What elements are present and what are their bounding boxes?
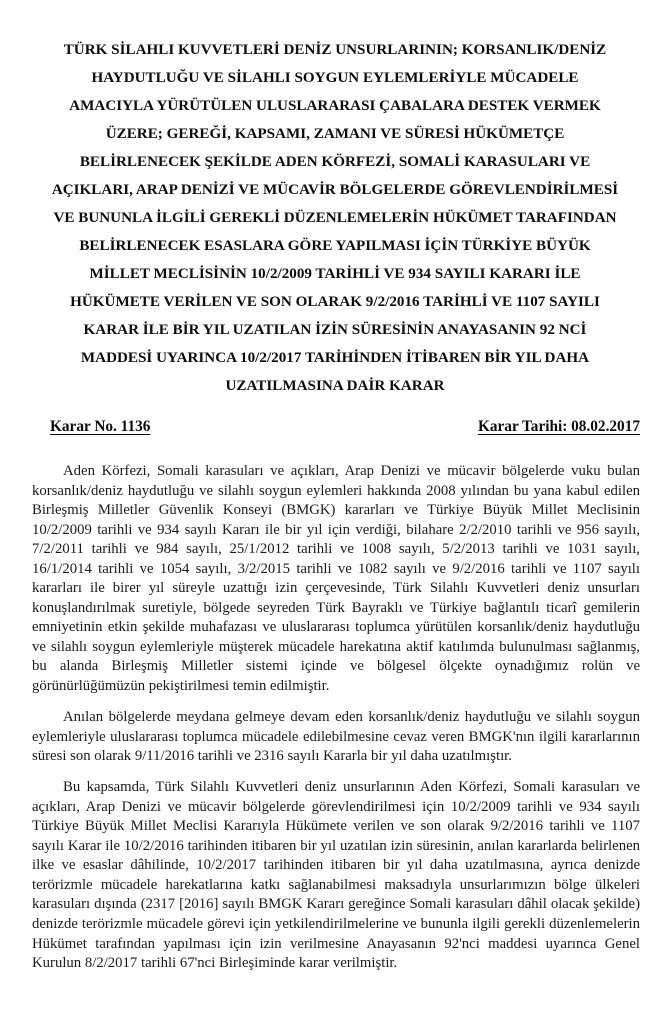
decision-number: Karar No. 1136 bbox=[50, 418, 151, 435]
decision-meta-row bbox=[50, 417, 640, 437]
title-line: AÇIKLARI, ARAP DENİZİ VE MÜCAVİR BÖLGELERDE GÖREVLENDİRİLMESİ bbox=[51, 182, 619, 198]
title-line: MADDESİ UYARINCA 10/2/2017 TARİHİNDEN İTİBAREN BİR YIL DAHA bbox=[80, 350, 590, 366]
title-line: KARAR İLE BİR YIL UZATILAN İZİN SÜRESİNİN ANAYASANIN 92 NCİ bbox=[83, 322, 587, 338]
body-paragraph: Aden Körfezi, Somali karasuları ve açıkları, Arap Denizi ve mücavir bölgelerde vuku bulan korsanlık/deniz haydutluğu ve silahlı soygun eylemleri hakkında 2008 yılından bu yana kabul edilen Birleşmiş Milletler Güvenlik Konseyi (BMGK) kararları ve Türkiye Büyük Millet Meclisinin 10/2/2009 tarihli ve 934 sayılı Kararı ile bir yıl için verdiği, bilahare 2/2/2010 tarihli ve 956 sayılı, 7/2/2011 tarihli ve 984 sayılı, 25/1/2012 tarihli ve 1008 sayılı, 5/2/2013 tarihli ve 1031 sayılı, 16/1/2014 tarihli ve 1054 sayılı, 3/2/2015 tarihli ve 1082 sayılı ve 9/2/2016 tarihli ve 1107 sayılı kararları ile birer yıl süreyle uzattığı izin çerçevesinde, Türk Silahlı Kuvvetleri deniz unsurları konuşlandırılmak suretiyle, bölgede seyreden Türk Bayraklı ve Türkiye bağlantılı ticarî gemilerin emniyetinin etkin şekilde muhafazası ve uluslararası toplumca yürütülen korsanlık/deniz haydutluğu ve silahlı soygun eylemleriyle müşterek mücadele harekatına aktif katılımda bulunulması sağlanmış, bu alanda Birleşmiş Milletler sistemi içinde ve bölgesel ölçekte oynadığımız rolün ve görünürlüğümüzün pekiştirilmesi temin edilmiştir. bbox=[32, 463, 640, 695]
document-title bbox=[33, 36, 637, 400]
title-line: HAYDUTLUĞU VE SİLAHLI SOYGUN EYLEMLERİYLE MÜCADELE bbox=[91, 70, 579, 86]
title-line: ÜZERE; GEREĞİ, KAPSAMI, ZAMANI VE SÜRESİ HÜKÜMETÇE bbox=[105, 126, 565, 142]
title-line: AMACIYLA YÜRÜTÜLEN ULUSLARARASI ÇABALARA DESTEK VERMEK bbox=[69, 98, 601, 114]
body-paragraph: Bu kapsamda, Türk Silahlı Kuvvetleri deniz unsurlarının Aden Körfezi, Somali karasuları ve açıkları, Arap Denizi ve mücavir bölgelerde görevlendirilmesi için 10/2/2009 tarihli ve 934 sayılı Türkiye Büyük Millet Meclisi Kararıyla Hükümete verilen ve son olarak 9/2/2016 tarihli ve 1107 sayılı Karar ile 10/2/2016 tarihinden itibaren bir yıl uzatılan izin süresinin, anılan kararlarda belirlenen ilke ve esaslar dâhilinde, 10/2/2017 tarihinden itibaren bir yıl daha uzatılmasına, ayrıca denizde terörizmle mücadele harekatlarına katkı sağlanabilmesi maksadıyla unsurlarımızın bölge ülkeleri karasuları dışında (2317 [2016] sayılı BMGK Kararı gereğince Somali karasuları dâhil olacak şekilde) denizde terörizmle mücadele görevi için yetkilendirilmelerine ve bununla ilgili gerekli düzenlemelerin Hükümet tarafından yapılması için izin verilmesine Anayasanın 92'nci maddesi uyarınca Genel Kurulun 8/2/2017 tarihli 67'nci Birleşiminde karar verilmiştir. bbox=[32, 779, 640, 972]
body-paragraph: Anılan bölgelerde meydana gelmeye devam eden korsanlık/deniz haydutluğu ve silahlı soygun eylemleriyle uluslararası toplumca mücadele edilebilmesine cevaz veren BMGK'nın ilgili kararlarının süresi son olarak 9/11/2016 tarihli ve 2316 sayılı Kararla bir yıl daha uzatılmıştır. bbox=[32, 709, 640, 765]
title-line: HÜKÜMETE VERİLEN VE SON OLARAK 9/2/2016 TARİHLİ VE 1107 SAYILI bbox=[70, 294, 600, 310]
title-line: VE BUNUNLA İLGİLİ GEREKLİ DÜZENLEMELERİN HÜKÜMET TARAFINDAN bbox=[53, 210, 617, 226]
title-line: MİLLET MECLİSİNİN 10/2/2009 TARİHLİ VE 934 SAYILI KARARI İLE bbox=[89, 266, 581, 282]
title-line: UZATILMASINA DAİR KARAR bbox=[225, 378, 445, 394]
document-body bbox=[32, 462, 640, 974]
title-line: BELİRLENECEK ESASLARA GÖRE YAPILMASI İÇİN TÜRKİYE BÜYÜK bbox=[79, 238, 591, 254]
title-line: TÜRK SİLAHLI KUVVETLERİ DENİZ UNSURLARININ; KORSANLIK/DENİZ bbox=[63, 42, 607, 58]
title-line: BELİRLENECEK ŞEKİLDE ADEN KÖRFEZİ, SOMALİ KARASULARI VE bbox=[79, 154, 591, 170]
decision-date: Karar Tarihi: 08.02.2017 bbox=[477, 418, 640, 435]
